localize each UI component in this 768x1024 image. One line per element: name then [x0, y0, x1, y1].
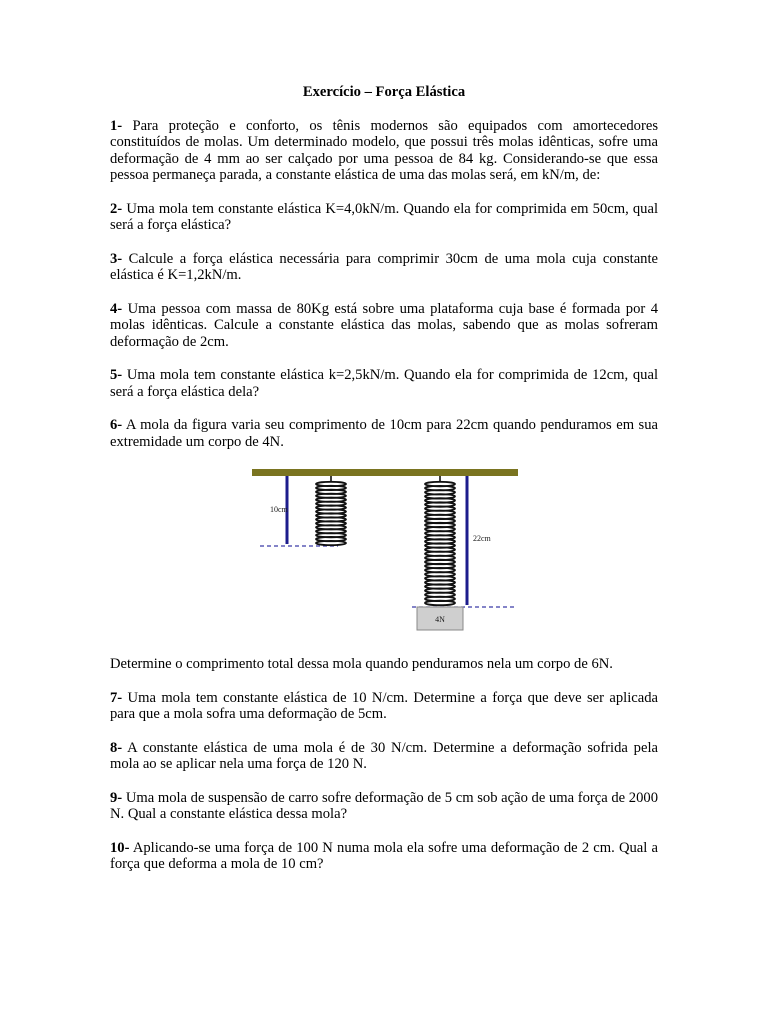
question-9	[110, 790, 658, 823]
document-page	[110, 84, 658, 890]
spring-right	[425, 476, 455, 605]
label-22cm: 22cm	[473, 534, 491, 544]
question-3	[110, 251, 658, 284]
question-1	[110, 118, 658, 184]
question-text: Para proteção e conforto, os tênis modernos são equipados com amortecedores constituídos de molas. Um determinado modelo, que possui três molas idênticas, sofre uma deformação de 4 mm ao ser calçado por uma pessoa de 84 kg. Considerando-se que essa pessoa permaneça parada, a constante elástica de uma das molas será, em kN/m, de:	[110, 117, 658, 184]
question-text: Uma mola tem constante elástica K=4,0kN/m. Quando ela for comprimida em 50cm, qual será a força elástica?	[110, 200, 658, 234]
label-10cm: 10cm	[270, 505, 288, 515]
question-number: 2-	[110, 200, 123, 217]
question-number: 4-	[110, 300, 123, 317]
question-text: Uma mola de suspensão de carro sofre deformação de 5 cm sob ação de uma força de 2000 N. Qual a constante elástica dessa mola?	[110, 789, 658, 823]
question-5	[110, 367, 658, 400]
question-text: A constante elástica de uma mola é de 30 N/cm. Determine a deformação sofrida pela mola ao se aplicar nela uma força de 120 N.	[110, 739, 658, 773]
ceiling-bar	[252, 469, 518, 476]
question-number: 1-	[110, 117, 123, 134]
spring-diagram	[110, 465, 658, 639]
question-text: Aplicando-se uma força de 100 N numa mola ela sofre uma deformação de 2 cm. Qual a força que deforma a mola de 10 cm?	[110, 839, 658, 873]
question-number: 9-	[110, 789, 123, 806]
question-8	[110, 740, 658, 773]
question-6	[110, 417, 658, 450]
weight-label: 4N	[435, 615, 445, 625]
question-number: 6-	[110, 417, 123, 434]
question-2	[110, 201, 658, 234]
spring-coil	[316, 541, 346, 545]
question-number: 7-	[110, 689, 123, 706]
page-title: Exercício – Força Elástica	[302, 84, 466, 100]
question-10	[110, 840, 658, 873]
question-number: 5-	[110, 367, 123, 384]
question-text: Uma mola tem constante elástica k=2,5kN/m. Quando ela for comprimida de 12cm, qual será a força elástica dela?	[110, 367, 658, 400]
question-4	[110, 301, 658, 351]
question-6-followup: Determine o comprimento total dessa mola quando penduramos nela um corpo de 6N.	[110, 656, 613, 673]
spring-left	[316, 476, 346, 545]
question-number: 8-	[110, 739, 123, 756]
question-number: 3-	[110, 250, 123, 267]
question-text: Uma mola tem constante elástica de 10 N/cm. Determine a força que deve ser aplicada para que a mola sofra uma deformação de 5cm.	[110, 689, 658, 723]
question-text: Calcule a força elástica necessária para comprimir 30cm de uma mola cuja constante elástica é K=1,2kN/m.	[110, 250, 658, 284]
spring-coil	[425, 601, 455, 606]
question-number: 10-	[110, 839, 130, 856]
question-7	[110, 690, 658, 723]
question-text: Uma pessoa com massa de 80Kg está sobre uma plataforma cuja base é formada por 4 molas idênticas. Calcule a constante elástica das molas, sabendo que as molas sofreram deformação de 2cm.	[110, 300, 658, 350]
question-text: A mola da figura varia seu comprimento de 10cm para 22cm quando penduramos em sua extremidade um corpo de 4N.	[110, 417, 658, 450]
spring-figure	[110, 465, 658, 639]
